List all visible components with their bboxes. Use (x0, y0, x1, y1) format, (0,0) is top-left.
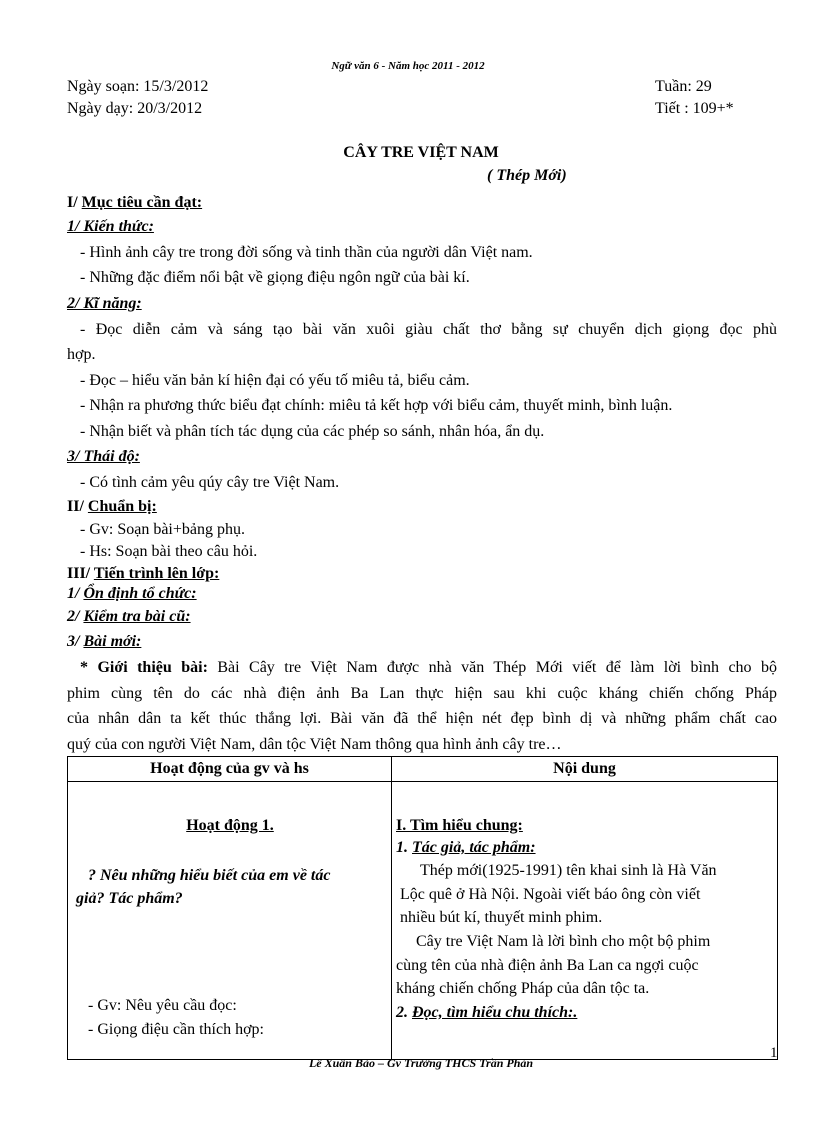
table-header-row (68, 757, 778, 782)
skills-item-line: - Đọc diễn cảm và sáng tạo bài văn xuôi giàu chất thơ bằng sự chuyển dịch giọng đọc phù (80, 321, 777, 338)
table-header-activity: Hoạt động của gv và hs (68, 757, 392, 782)
week-number: Tuần: 29 (655, 78, 712, 95)
knowledge-item: - Những đặc điểm nổi bật về giọng điệu ngôn ngữ của bài kí. (80, 269, 470, 286)
intro-line: phim cùng tên do các nhà điện ảnh Ba Lan thực hiện sau khi cuộc kháng chiến chống Pháp (67, 685, 777, 702)
skills-item: - Nhận biết và phân tích tác dụng của các phép so sánh, nhân hóa, ẩn dụ. (80, 423, 545, 440)
activity-title: Hoạt động 1. (186, 817, 274, 834)
skills-item-line: hợp. (67, 346, 96, 363)
content-paragraph-line: nhiều bút kí, thuyết minh phim. (400, 909, 603, 926)
knowledge-item: - Hình ảnh cây tre trong đời sống và tinh thần của người dân Việt nam. (80, 244, 533, 261)
attitude-heading: 3/ Thái độ: (67, 448, 140, 465)
content-subheading: 1. Tác giả, tác phẩm: (396, 839, 536, 856)
question-line: ? Nêu những hiểu biết của em về tác (88, 867, 331, 884)
content-paragraph-line: Lộc quê ở Hà Nội. Ngoài viết báo ông còn viết (400, 886, 701, 903)
page-footer: Lê Xuân Bảo – Gv Trường THCS Trần Phán (308, 1056, 534, 1070)
content-paragraph-line: Cây tre Việt Nam là lời bình cho một bộ phim (416, 933, 711, 950)
section-3-heading: III/ Tiến trình lên lớp: (67, 565, 220, 582)
teach-date: Ngày dạy: 20/3/2012 (67, 100, 203, 117)
intro-line: quý của con người Việt Nam, dân tộc Việt Nam thông qua hình ảnh cây tre… (67, 736, 562, 753)
attitude-item: - Có tình cảm yêu qúy cây tre Việt Nam. (80, 474, 340, 491)
intro-line: của nhân dân ta kết thúc thắng lợi. Bài văn đã thể hiện nét đẹp bình dị và những phẩm chất cao (67, 710, 777, 727)
knowledge-heading: 1/ Kiến thức: (67, 218, 154, 235)
table-row (68, 782, 778, 1060)
activity-item: - Giọng điệu cần thích hợp: (88, 1021, 264, 1038)
activity-item: - Gv: Nêu yêu cầu đọc: (88, 997, 237, 1014)
section-1-heading: I/ Mục tiêu cần đạt: (67, 194, 203, 211)
skills-item: - Đọc – hiểu văn bản kí hiện đại có yếu tố miêu tả, biểu cảm. (80, 372, 470, 389)
preparation-item: - Gv: Soạn bài+bảng phụ. (80, 521, 245, 538)
preparation-item: - Hs: Soạn bài theo câu hỏi. (80, 543, 258, 560)
skills-item: - Nhận ra phương thức biểu đạt chính: miêu tả kết hợp với biểu cảm, thuyết minh, bình luận. (80, 397, 673, 414)
document-title: CÂY TRE VIỆT NAM (343, 144, 499, 161)
content-section-title: I. Tìm hiểu chung: (396, 817, 523, 834)
lesson-table (67, 756, 778, 1060)
skills-heading: 2/ Kĩ năng: (67, 295, 142, 312)
question-line: giả? Tác phẩm? (76, 890, 183, 907)
content-paragraph-line: cùng tên của nhà điện ảnh Ba Lan ca ngợi cuộc (396, 957, 699, 974)
intro-line: * Giới thiệu bài: Bài Cây tre Việt Nam được nhà văn Thép Mới viết để làm lời bình cho bộ (80, 659, 778, 676)
content-paragraph-line: kháng chiến chống Pháp của dân tộc ta. (396, 980, 650, 997)
step-1-heading: 1/ Ổn định tổ chức: (67, 585, 197, 602)
section-2-heading: II/ Chuẩn bị: (67, 498, 157, 515)
prep-date: Ngày soạn: 15/3/2012 (67, 78, 209, 95)
page-header: Ngữ văn 6 - Năm học 2011 - 2012 (331, 60, 485, 72)
step-3-heading: 3/ Bài mới: (67, 633, 142, 650)
page-number: 1 (770, 1045, 778, 1061)
activity-cell (68, 782, 392, 1060)
content-paragraph-line: Thép mới(1925-1991) tên khai sinh là Hà Văn (420, 862, 717, 879)
table-header-content: Nội dung (392, 757, 778, 782)
content-subheading: 2. Đọc, tìm hiểu chu thích:. (396, 1004, 578, 1021)
document-author: ( Thép Mới) (487, 167, 567, 184)
step-2-heading: 2/ Kiểm tra bài cũ: (67, 608, 191, 625)
period-number: Tiết : 109+* (655, 100, 734, 117)
content-cell (392, 782, 778, 1060)
